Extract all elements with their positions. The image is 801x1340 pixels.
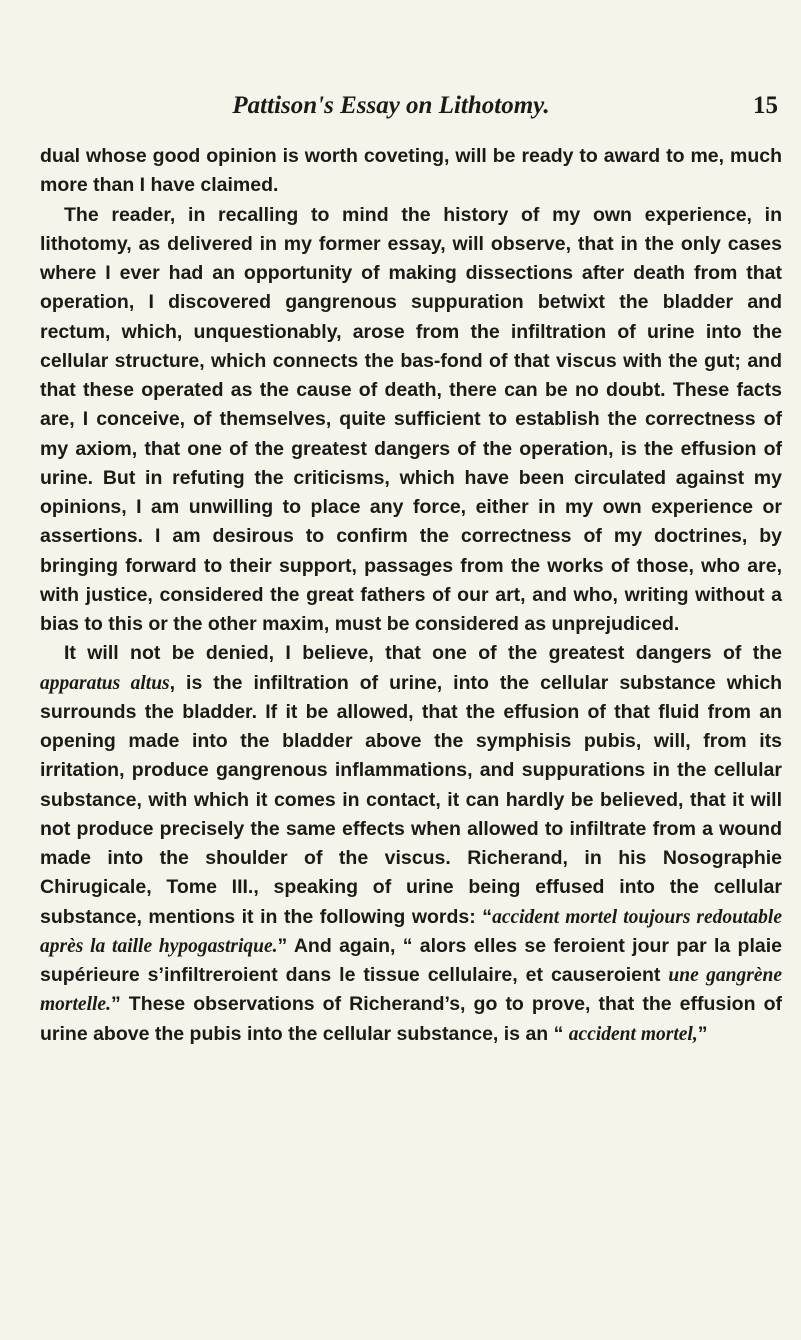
text-segment: ” (697, 1022, 708, 1045)
text-segment: It will not be denied, I believe, that one of the greatest dangers of the (64, 642, 782, 665)
text-segment: ” These observations of Richerand’s, go to prove, that the effusion of urine above the pubis into the cellular substance, is an “ (40, 993, 782, 1045)
paragraph (40, 201, 782, 640)
page-number: 15 (753, 92, 778, 119)
text-segment: dual whose good opinion is worth coveting, will be ready to award to me, much more than I have claimed. (40, 145, 782, 197)
running-title: Pattison's Essay on Lithotomy. (232, 92, 550, 119)
page-header (40, 90, 782, 126)
italic-text-segment: une gangrène mortelle. (40, 965, 783, 1016)
italic-text-segment: accident mortel toujours redoutable après la taille hypogastrique. (40, 906, 782, 957)
italic-text-segment: apparatus altus (40, 672, 170, 694)
text-segment: ” And again, “ alors elles se feroient jour par la plaie supérieure s’infiltreroient dans le tissue cellulaire, et causeroient (40, 934, 782, 986)
italic-text-segment: accident mortel, (568, 1023, 698, 1045)
body-text (40, 142, 782, 1049)
text-segment: The reader, in recalling to mind the history of my own experience, in lithotomy, as delivered in my former essay, will observe, that in the only cases where I ever had an opportunity of making dissections after death from that operation, I discovered gangrenous suppuration betwixt the bladder and rectum, which, unquestionably, arose from the infiltration of urine into the cellular structure, which connects the bas-fond of that viscus with the gut; and that these operated as the cause of death, there can be no doubt. These facts are, I conceive, of themselves, quite sufficient to establish the correctness of my axiom, that one of the greatest dangers of the operation, is the effusion of urine. But in refuting the criticisms, which have been circulated against my opinions, I am unwilling to place any force, either in my own experience or assertions. I am desirous to confirm the correctness of my doctrines, by bringing forward to their support, passages from the works of those, who are, with justice, considered the great fathers of our art, and who, writing without a bias to this or the other maxim, must be considered as unprejudiced. (40, 203, 782, 635)
paragraph (40, 639, 782, 1049)
text-segment: , is the infiltration of urine, into the cellular substance which surrounds the bladder. If it be allowed, that the effusion of that fluid from an opening made into the bladder above the symphisis pubis, will, from its irritation, produce gangrenous inflammations, and suppurations in the cellular substance, with which it comes in contact, it can hardly be believed, that it will not produce precisely the same effects when allowed to infiltrate from a wound made into the shoulder of the viscus. Richerand, in his Nosographie Chirugicale, Tome III., speaking of urine being effused into the cellular substance, mentions it in the following words: “ (40, 671, 782, 928)
paragraph (40, 142, 782, 201)
book-page (40, 0, 782, 1340)
